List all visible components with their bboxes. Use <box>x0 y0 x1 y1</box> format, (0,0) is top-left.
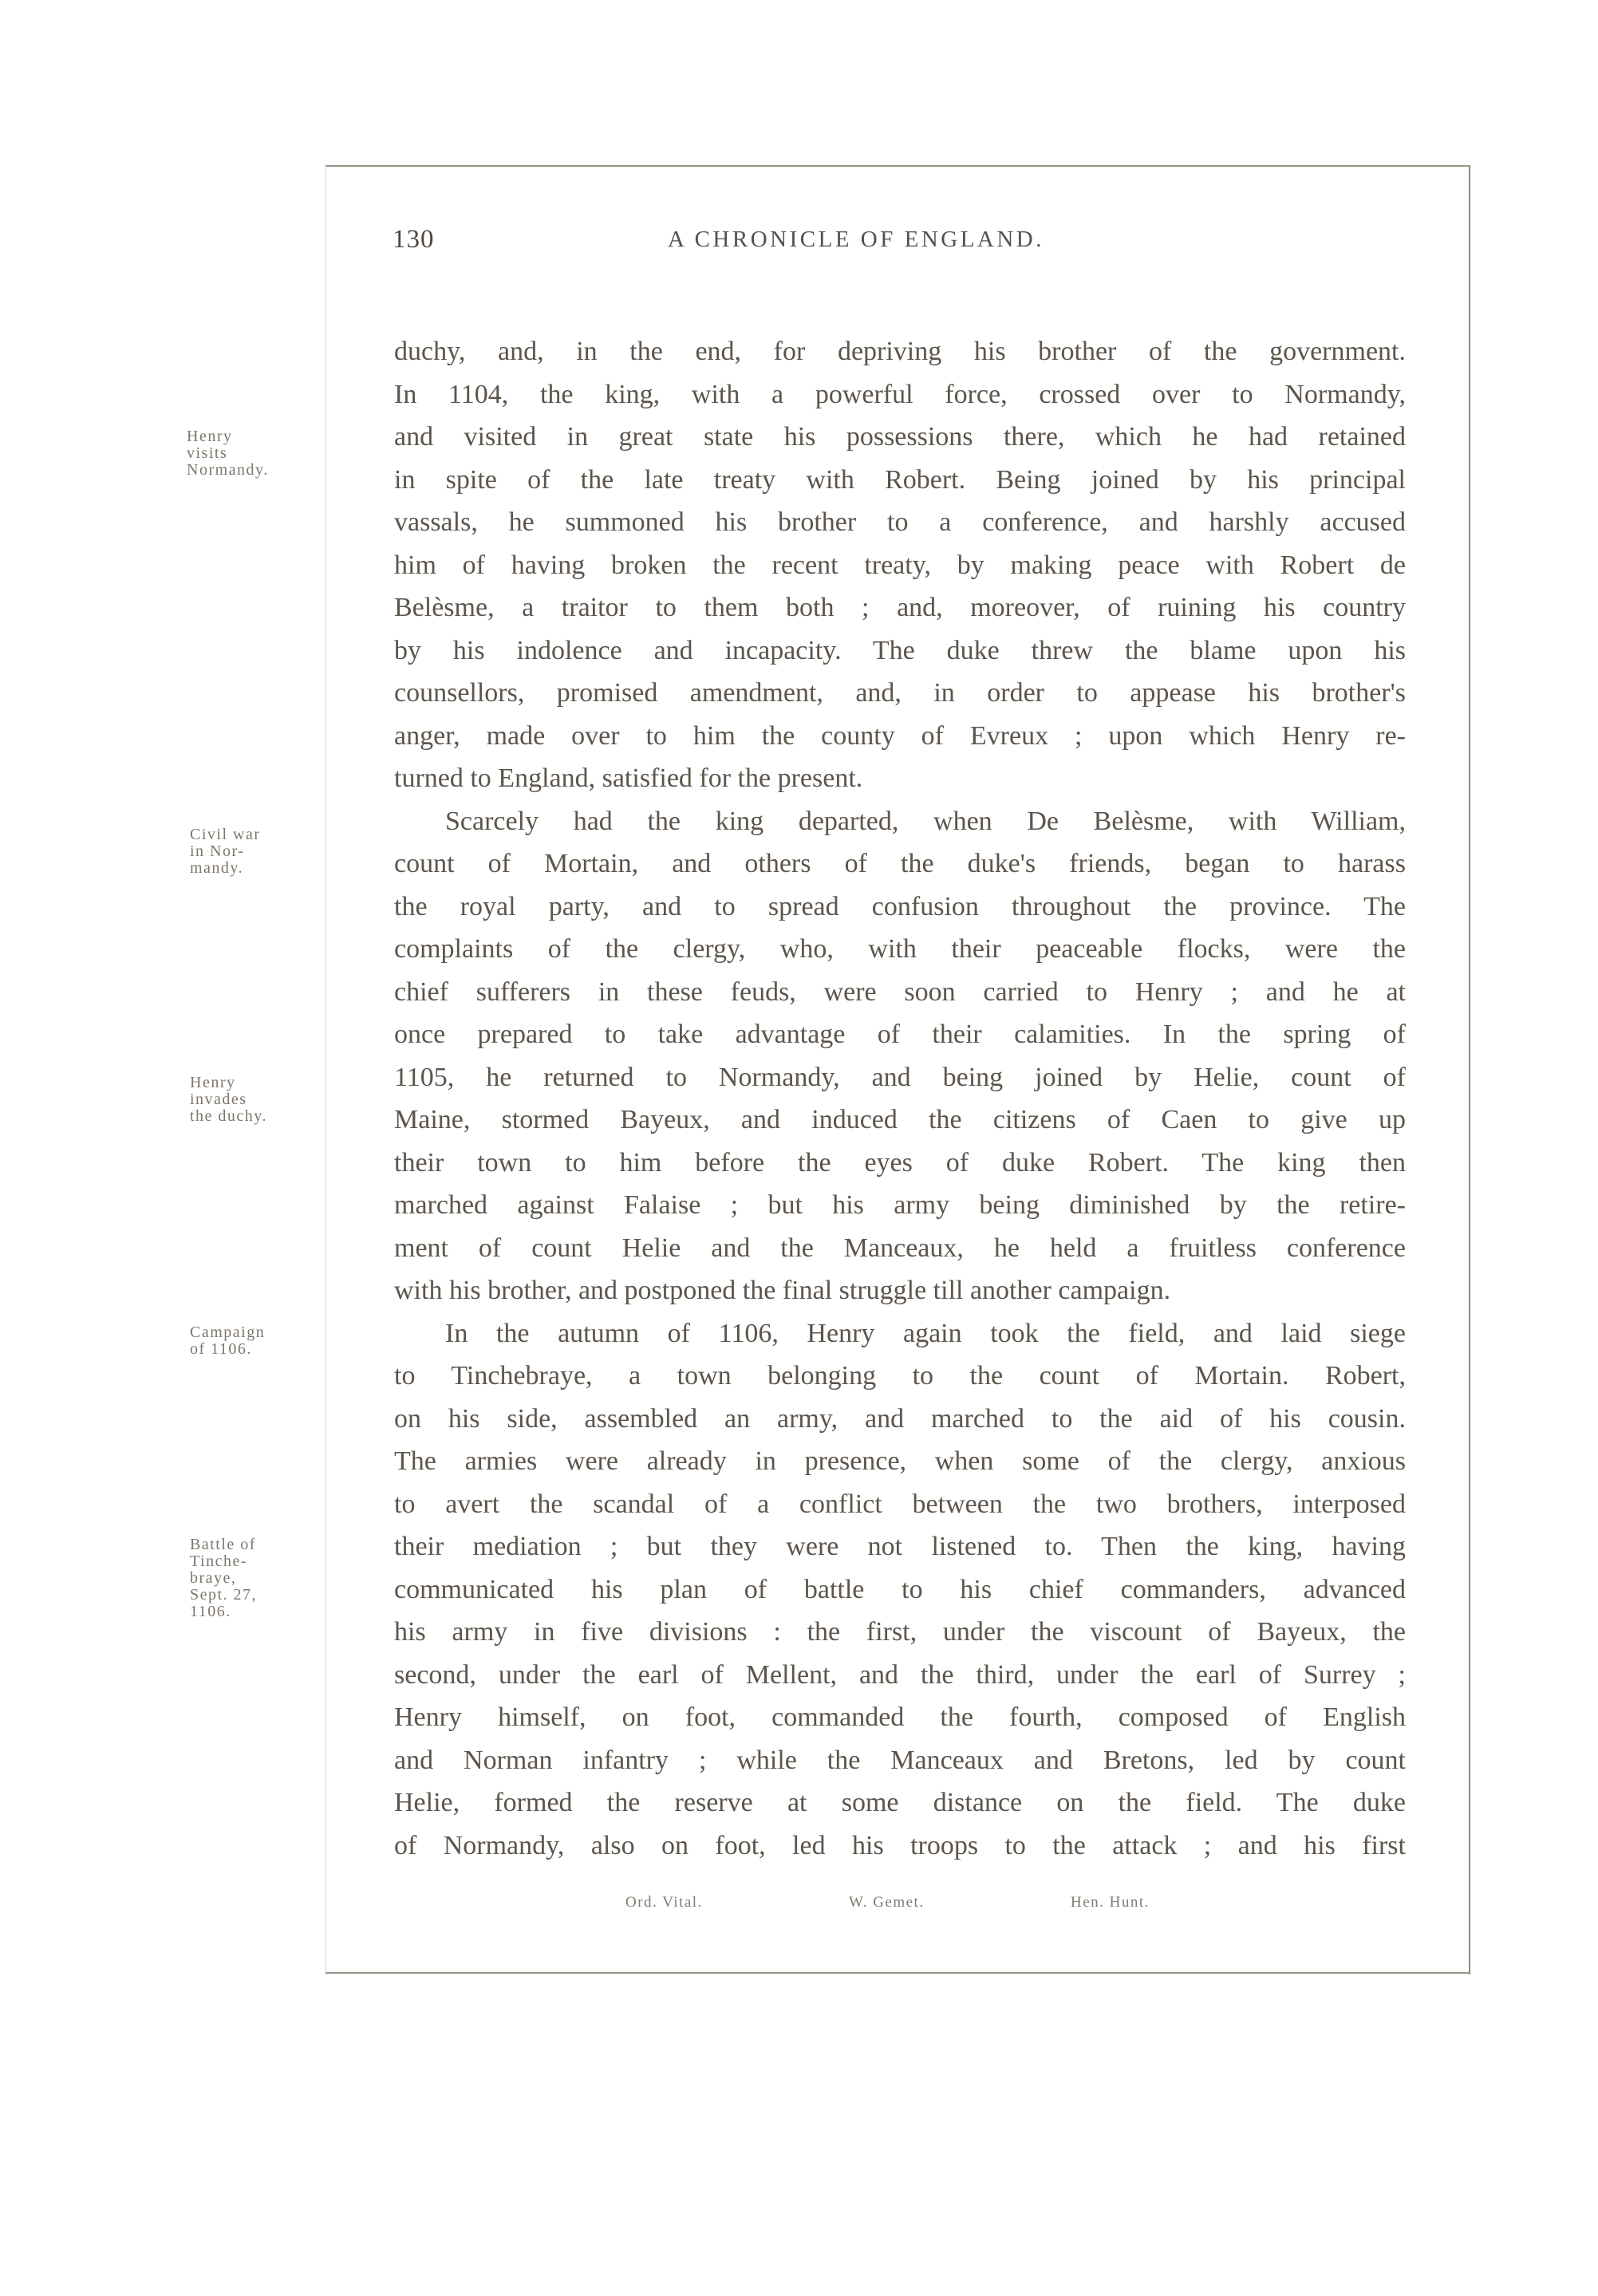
text-line: 1105, he returned to Normandy, and being joined by Helie, count of <box>394 1062 1406 1092</box>
text-line: ment of count Helie and the Manceaux, he held a fruitless conference <box>394 1233 1406 1263</box>
sidenote-line: Battle of <box>190 1536 256 1553</box>
text-line: duchy, and, in the end, for depriving his brother of the government. <box>394 337 1406 366</box>
sidenote-line: Tinche- <box>190 1552 247 1570</box>
text-line: Scarcely had the king departed, when De Belèsme, with William, <box>445 806 1406 836</box>
sidenote-line: braye, <box>190 1569 237 1587</box>
page-number: 130 <box>393 225 435 254</box>
text-line: turned to England, satisfied for the present. <box>394 763 863 793</box>
source-citations <box>625 1894 1184 1918</box>
text-line: count of Mortain, and others of the duke's friends, began to harass <box>394 849 1406 878</box>
page-frame-bottom-rule <box>326 1972 1470 1974</box>
text-line: his army in five divisions : the first, under the viscount of Bayeux, the <box>394 1617 1406 1647</box>
text-line: vassals, he summoned his brother to a conference, and harshly accused <box>394 507 1406 537</box>
text-line: marched against Falaise ; but his army being diminished by the retire- <box>394 1190 1406 1220</box>
sidenote-henry-invades <box>190 1075 267 1125</box>
citation: Hen. Hunt. <box>1071 1894 1150 1911</box>
sidenote-line: Campaign <box>190 1324 266 1341</box>
body-text <box>394 330 1406 1867</box>
sidenote-line: invades <box>190 1091 247 1108</box>
sidenote-line: Henry <box>187 428 233 445</box>
text-line: to Tinchebraye, a town belonging to the count of Mortain. Robert, <box>394 1361 1406 1391</box>
citation: W. Gemet. <box>849 1894 925 1911</box>
sidenote-battle-tinchebraye <box>190 1537 257 1620</box>
text-line: and Norman infantry ; while the Manceaux and Bretons, led by count <box>394 1745 1406 1775</box>
sidenote-line: visits <box>187 444 228 462</box>
text-line: chief sufferers in these feuds, were soon carried to Henry ; and he at <box>394 976 1406 1007</box>
sidenote-line: Sept. 27, <box>190 1586 258 1604</box>
text-line: complaints of the clergy, who, with their peaceable flocks, were the <box>394 934 1406 964</box>
text-line: anger, made over to him the county of Evreux ; upon which Henry re- <box>394 720 1406 751</box>
running-title: A CHRONICLE OF ENGLAND. <box>668 227 1044 252</box>
text-line: communicated his plan of battle to his chief commanders, advanced <box>394 1574 1406 1604</box>
sidenote-line: of 1106. <box>190 1340 252 1358</box>
text-line: their town to him before the eyes of duke Robert. The king then <box>394 1147 1406 1178</box>
text-line: of Normandy, also on foot, led his troops to the attack ; and his first <box>394 1830 1406 1860</box>
sidenote-campaign-1106 <box>190 1324 265 1358</box>
sidenote-line: Civil war <box>190 826 261 843</box>
sidenote-henry-visits-normandy <box>187 428 269 479</box>
text-line: by his indolence and incapacity. The duke threw the blame upon his <box>394 635 1406 665</box>
page-header <box>393 225 1406 265</box>
text-line: second, under the earl of Mellent, and the third, under the earl of Surrey ; <box>394 1659 1406 1690</box>
text-line: Helie, formed the reserve at some distance on the field. The duke <box>394 1788 1406 1817</box>
text-line: Belèsme, a traitor to them both ; and, moreover, of ruining his country <box>394 593 1406 622</box>
sidenote-line: the duchy. <box>190 1107 268 1125</box>
text-line: and visited in great state his possessions there, which he had retained <box>394 422 1406 452</box>
sidenote-line: Henry <box>190 1074 236 1091</box>
text-line: The armies were already in presence, when some of the clergy, anxious <box>394 1446 1406 1476</box>
text-line: In 1104, the king, with a powerful force, crossed over to Normandy, <box>394 379 1406 409</box>
sidenote-line: 1106. <box>190 1603 231 1620</box>
text-line: once prepared to take advantage of their calamities. In the spring of <box>394 1020 1406 1049</box>
text-line: In the autumn of 1106, Henry again took the field, and laid siege <box>445 1318 1406 1348</box>
citation: Ord. Vital. <box>625 1894 703 1911</box>
text-line: with his brother, and postponed the final struggle till another campaign. <box>394 1276 1171 1305</box>
sidenote-line: mandy. <box>190 859 244 877</box>
text-line: counsellors, promised amendment, and, in order to appease his brother's <box>394 678 1406 708</box>
sidenote-line: in Nor- <box>190 842 245 860</box>
text-line: Maine, stormed Bayeux, and induced the citizens of Caen to give up <box>394 1105 1406 1134</box>
text-line: their mediation ; but they were not listened to. Then the king, having <box>394 1532 1406 1561</box>
text-line: the royal party, and to spread confusion throughout the province. The <box>394 891 1406 921</box>
text-line: to avert the scandal of a conflict between the two brothers, interposed <box>394 1489 1406 1519</box>
sidenote-civil-war <box>190 826 261 877</box>
sidenote-line: Normandy. <box>187 461 269 479</box>
text-line: him of having broken the recent treaty, by making peace with Robert de <box>394 550 1406 580</box>
text-line: Henry himself, on foot, commanded the fourth, composed of English <box>394 1702 1406 1732</box>
text-line: on his side, assembled an army, and marched to the aid of his cousin. <box>394 1403 1406 1434</box>
text-line: in spite of the late treaty with Robert. Being joined by his principal <box>394 464 1406 495</box>
